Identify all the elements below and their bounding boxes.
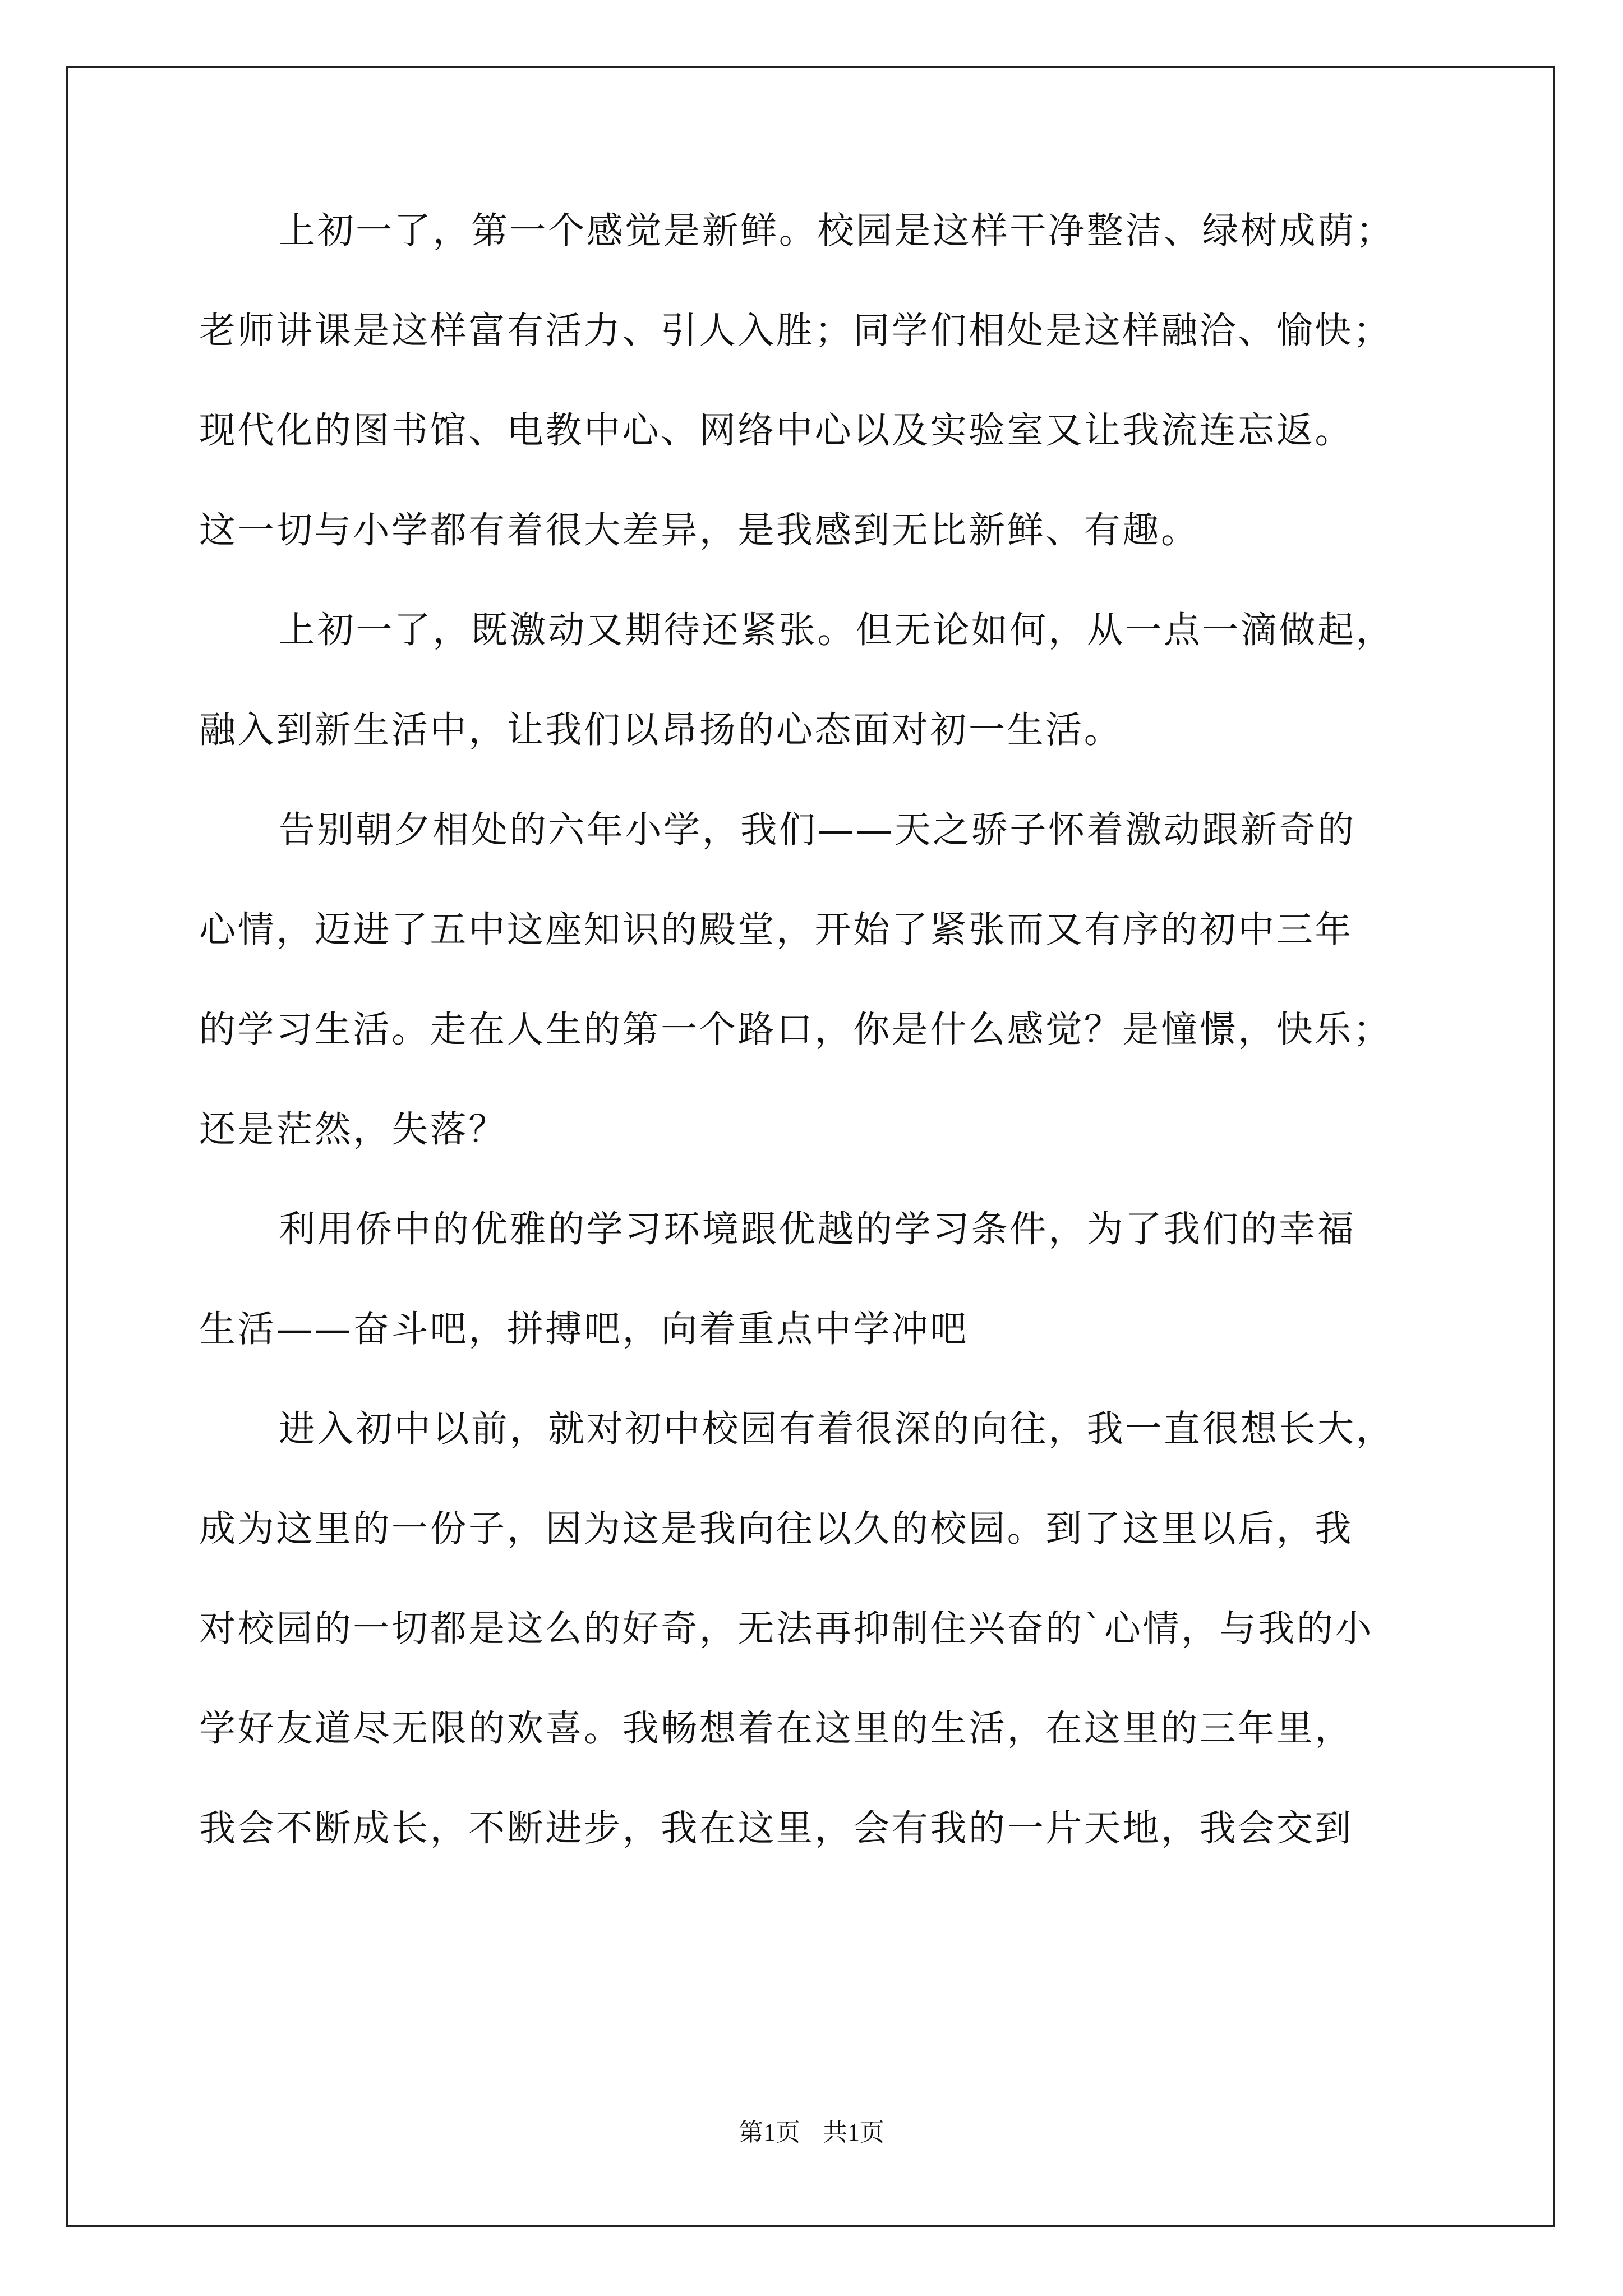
page-number: 第1页: [739, 2119, 800, 2146]
text-line: 成为这里的一份子，因为这是我向往以久的校园。到了这里以后，我: [199, 1508, 1354, 1550]
text-line: 的学习生活。走在人生的第一个路口，你是什么感觉？是憧憬，快乐；: [199, 1009, 1392, 1051]
text-line: 生活——奋斗吧，拼搏吧，向着重点中学冲吧: [199, 1308, 969, 1350]
text-line: 上初一了，既激动又期待还紧张。但无论如何，从一点一滴做起，: [279, 609, 1395, 651]
page-total: 共1页: [823, 2119, 884, 2146]
text-line: 对校园的一切都是这么的好奇，无法再抑制住兴奋的`心情，与我的小: [199, 1608, 1374, 1650]
text-line: 还是茫然，失落？: [199, 1108, 507, 1151]
text-line: 利用侨中的优雅的学习环境跟优越的学习条件，为了我们的幸福: [279, 1208, 1356, 1250]
page-footer: [0, 2112, 1623, 2148]
text-line: 我会不断成长，不断进步，我在这里，会有我的一片天地，我会交到: [199, 1807, 1354, 1849]
text-line: 这一切与小学都有着很大差异，是我感到无比新鲜、有趣。: [199, 509, 1200, 551]
text-line: 进入初中以前，就对初中校园有着很深的向往，我一直很想长大，: [279, 1408, 1395, 1450]
text-line: 老师讲课是这样富有活力、引人入胜；同学们相处是这样融洽、愉快；: [199, 310, 1392, 352]
text-line: 学好友道尽无限的欢喜。我畅想着在这里的生活，在这里的三年里，: [199, 1708, 1354, 1750]
text-line: 告别朝夕相处的六年小学，我们——天之骄子怀着激动跟新奇的: [279, 809, 1356, 851]
text-line: 心情，迈进了五中这座知识的殿堂，开始了紧张而又有序的初中三年: [199, 909, 1354, 951]
text-line: 融入到新生活中，让我们以昂扬的心态面对初一生活。: [199, 709, 1123, 751]
text-line: 上初一了，第一个感觉是新鲜。校园是这样干净整洁、绿树成荫；: [279, 210, 1395, 252]
text-line: 现代化的图书馆、电教中心、网络中心以及实验室又让我流连忘返。: [199, 409, 1354, 452]
